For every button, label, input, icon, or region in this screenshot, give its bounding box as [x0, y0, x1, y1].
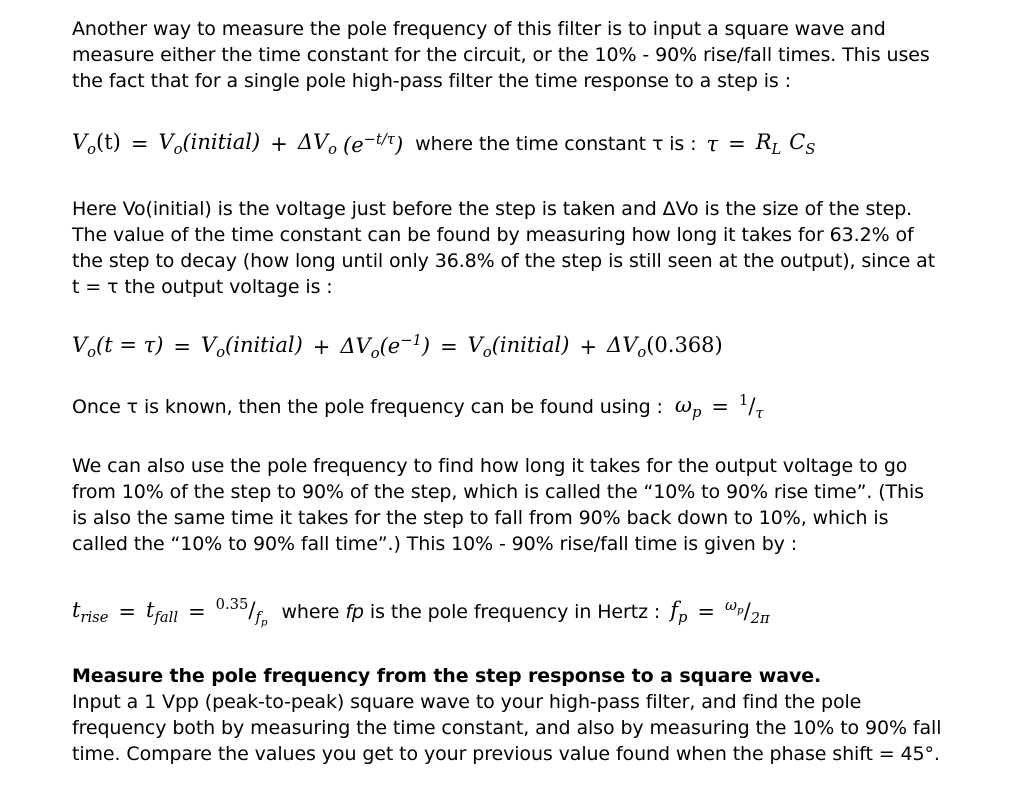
- eq2-o-sub: o: [87, 344, 97, 362]
- eq1-o-sub2: o: [173, 141, 183, 159]
- eq1-equals2: =: [728, 132, 746, 157]
- time-constant-paragraph: Here Vo(initial) is the voltage just before the step is taken and ΔVo is the size of the step. The value of the time constant can be found by measuring how long it takes for 63.2% of the step to decay (how long until only 36.8% of the step is still seen at the output), since at t = τ the output voltage is :: [72, 198, 936, 298]
- eq4-slash2: /: [743, 599, 751, 624]
- eq4-equals3: =: [697, 600, 715, 625]
- eq4-f: f: [255, 609, 261, 627]
- equation-at-tau: [72, 332, 723, 362]
- eq1-where-text: where the time constant τ is :: [415, 133, 697, 156]
- intro-paragraph: Another way to measure the pole frequency of this filter is to input a square wave and measure either the time constant for the circuit, or the 10% - 90% rise/fall times. This uses the fact that for a single pole high-pass filter the time response to a step is :: [72, 18, 930, 92]
- eq2-initial: (initial): [225, 333, 303, 358]
- eq2-exp1-sup: −1: [400, 332, 422, 349]
- eq3-equals: =: [711, 395, 729, 420]
- eq4-omega: ω: [724, 597, 737, 615]
- eq4-fall-sub: fall: [154, 609, 179, 627]
- eq4-two-pi: 2π: [750, 610, 770, 628]
- eq1-exp-open: (e: [343, 133, 364, 158]
- eq2-equals2: =: [440, 335, 458, 360]
- eq4-rise-sub: rise: [80, 609, 109, 627]
- eq2-o-sub5: o: [637, 344, 647, 362]
- eq2-exp1: (e: [379, 334, 401, 359]
- eq4-p-sub2: p: [677, 609, 688, 627]
- eq1-exp-close: ): [394, 133, 404, 158]
- eq1-c: C: [789, 130, 806, 154]
- eq2-delta2: ΔV: [607, 333, 638, 358]
- eq4-equals: =: [118, 600, 137, 625]
- eq4-where-a: where: [281, 601, 340, 624]
- eq4-num: 0.35: [215, 596, 249, 613]
- eq1-exp-sup: −t/τ: [363, 131, 395, 149]
- equation-time-response: [72, 130, 815, 158]
- eq1-v2: V: [158, 130, 174, 154]
- eq1-o-sub: o: [87, 141, 97, 159]
- eq2-o-sub3: o: [370, 345, 380, 363]
- section-heading: Measure the pole frequency from the step response to a square wave.: [72, 665, 822, 687]
- eq1-v: V: [72, 130, 88, 154]
- eq2-v: V: [72, 333, 88, 358]
- equation-pole-frequency: [72, 392, 764, 422]
- eq2-lhs: (t = τ): [96, 333, 164, 358]
- eq1-l-sub: L: [771, 141, 782, 159]
- eq1-tau: τ: [706, 132, 719, 157]
- eq4-f2: f: [670, 598, 678, 623]
- eq3-slash: /: [748, 394, 756, 419]
- eq3-tau: τ: [755, 405, 764, 423]
- eq1-r: R: [755, 130, 772, 154]
- eq2-val: (0.368): [646, 333, 723, 358]
- eq2-o-sub2: o: [216, 344, 226, 362]
- eq4-t2: t: [146, 598, 155, 623]
- eq1-s-sub: S: [805, 141, 816, 159]
- eq2-v3: V: [467, 333, 483, 358]
- eq3-one: 1: [738, 392, 749, 409]
- eq3-omega: ω: [674, 393, 692, 418]
- eq1-delta: ΔV: [297, 130, 329, 154]
- eq2-initial2: (initial): [491, 333, 570, 358]
- equation-rise-fall-time: [72, 596, 770, 629]
- eq4-slash: /: [248, 598, 256, 623]
- rise-time-paragraph: We can also use the pole frequency to find how long it takes for the output voltage to go from 10% of the step to 90% of the step, which is called the “10% to 90% rise time”. (This is also the same time it takes for the step to fall from 90% back down to 10%, which is called the “10% to 90% fall time”.) This 10% - 90% rise/fall time is given by :: [72, 455, 924, 555]
- eq1-initial: (initial): [182, 130, 261, 154]
- eq2-delta: ΔV: [340, 334, 371, 359]
- eq4-p-sub: p: [260, 616, 268, 629]
- eq1-o-sub3: o: [328, 141, 338, 159]
- eq3-p-sub: p: [691, 404, 702, 422]
- eq2-plus: +: [312, 335, 331, 360]
- eq4-where-b: is the pole frequency in Hertz :: [369, 601, 661, 624]
- eq1-t: (t): [96, 130, 121, 154]
- eq2-plus2: +: [579, 335, 598, 360]
- eq1-plus: +: [270, 132, 288, 157]
- eq4-t: t: [72, 598, 81, 623]
- eq2-exp1-close: ): [421, 334, 431, 359]
- eq2-o-sub4: o: [482, 344, 492, 362]
- eq2-equals: =: [173, 335, 192, 360]
- once-tau-text: Once τ is known, then the pole frequency can be found using :: [72, 396, 663, 419]
- eq4-p-sub3: p: [736, 604, 744, 617]
- eq1-equals: =: [130, 132, 149, 157]
- instructions-paragraph: Input a 1 Vpp (peak-to-peak) square wave to your high-pass filter, and find the pole frequency both by measuring the time constant, and also by measuring the 10% to 90% fall time. Compare the values you get to your previous value found when the phase shift = 45°.: [72, 691, 942, 765]
- eq4-fp-text: fp: [345, 601, 364, 624]
- eq2-v2: V: [201, 333, 217, 358]
- eq4-equals2: =: [188, 600, 206, 625]
